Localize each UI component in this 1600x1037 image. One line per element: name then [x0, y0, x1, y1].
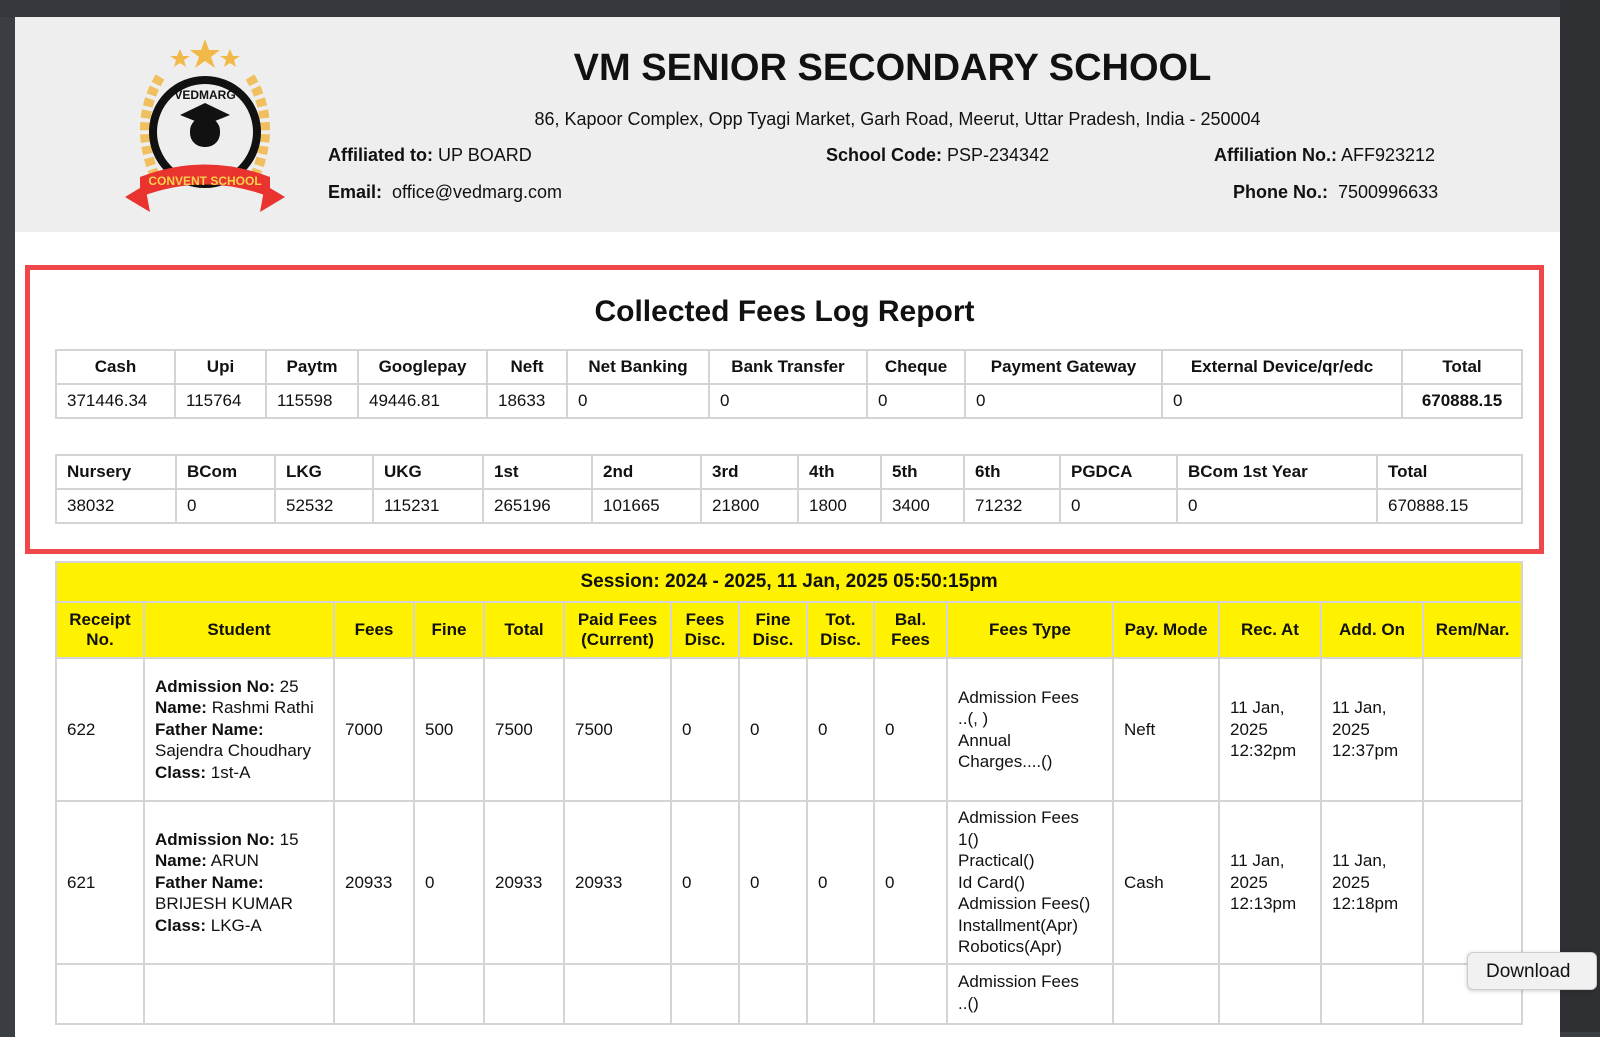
column-header: Nursery: [56, 455, 176, 489]
column-header: 1st: [483, 455, 592, 489]
added-on-cell: 11 Jan, 2025 12:37pm: [1321, 658, 1423, 801]
value-cell: 0: [1162, 384, 1402, 418]
column-header: Total: [1402, 350, 1522, 384]
received-at-cell: 11 Jan, 2025 12:13pm: [1219, 801, 1321, 964]
fees-disc-cell: [671, 964, 739, 1024]
added-on-cell: 11 Jan, 2025 12:18pm: [1321, 801, 1423, 964]
column-header: External Device/qr/edc: [1162, 350, 1402, 384]
student-field-label: Name:: [155, 851, 207, 871]
student-cell: Admission No: 25 Name: Rashmi Rathi Father Name: Sajendra Choudhary Class: 1st-A: [144, 658, 334, 801]
fees-cell: 20933: [334, 801, 414, 964]
column-header: 3rd: [701, 455, 798, 489]
column-header: Pay. Mode: [1113, 602, 1219, 658]
payment-mode-summary-table: [55, 349, 1523, 419]
value-cell: 49446.81: [358, 384, 487, 418]
fees-type-cell: Admission Fees ..(): [947, 964, 1113, 1024]
table-row: [56, 964, 1522, 1024]
fine-cell: 500: [414, 658, 484, 801]
window-top-bar: [0, 0, 1600, 17]
value-cell: 0: [567, 384, 709, 418]
fees-disc-cell: 0: [671, 658, 739, 801]
report-title: Collected Fees Log Report: [594, 295, 975, 328]
fees-disc-cell: 0: [671, 801, 739, 964]
student-cell: Admission No: 15 Name: ARUN Father Name: BRIJESH KUMAR Class: LKG-A: [144, 801, 334, 964]
school-address: 86, Kapoor Complex, Opp Tyagi Market, Garh Road, Meerut, Uttar Pradesh, India - 250004: [534, 109, 1261, 129]
column-header: 2nd: [592, 455, 701, 489]
added-on-cell: [1321, 964, 1423, 1024]
student-field-label: Father Name:: [155, 872, 264, 892]
student-field-label: Admission No:: [155, 829, 275, 849]
log-header-row: [56, 602, 1522, 658]
school-email: Email: office@vedmarg.com: [328, 182, 563, 202]
column-header: Receipt No.: [56, 602, 144, 658]
value-cell: 0: [1060, 489, 1177, 523]
value-row: [56, 384, 1522, 418]
column-header: Googlepay: [358, 350, 487, 384]
column-header: Neft: [487, 350, 567, 384]
table-row: [56, 801, 1522, 964]
student-cell: [144, 964, 334, 1024]
column-header: Payment Gateway: [965, 350, 1162, 384]
column-header: BCom 1st Year: [1177, 455, 1377, 489]
tot-disc-cell: 0: [807, 801, 874, 964]
value-cell: 38032: [56, 489, 176, 523]
value-cell: 115598: [266, 384, 358, 418]
value-cell: 115231: [373, 489, 483, 523]
pay-mode-cell: Cash: [1113, 801, 1219, 964]
student-field-label: Class:: [155, 762, 207, 782]
column-header: Upi: [175, 350, 266, 384]
pay-mode-cell: [1113, 964, 1219, 1024]
value-cell: 0: [176, 489, 275, 523]
remark-cell: [1423, 801, 1522, 964]
column-header: PGDCA: [1060, 455, 1177, 489]
fees-cell: 7000: [334, 658, 414, 801]
column-header: Rec. At: [1219, 602, 1321, 658]
column-header: Cash: [56, 350, 175, 384]
column-header: Bank Transfer: [709, 350, 867, 384]
column-header: Paytm: [266, 350, 358, 384]
bal-cell: 0: [874, 801, 947, 964]
received-at-cell: 11 Jan, 2025 12:32pm: [1219, 658, 1321, 801]
column-header: 5th: [881, 455, 964, 489]
bal-cell: [874, 964, 947, 1024]
column-header: Total: [484, 602, 564, 658]
fees-cell: [334, 964, 414, 1024]
column-header: Fees: [334, 602, 414, 658]
column-header: Cheque: [867, 350, 965, 384]
column-header: Fees Type: [947, 602, 1113, 658]
column-header: 4th: [798, 455, 881, 489]
column-header: 6th: [964, 455, 1060, 489]
session-banner: Session: 2024 - 2025, 11 Jan, 2025 05:50:15pm: [56, 562, 1522, 602]
fees-type-cell: Admission Fees 1() Practical() Id Card() Admission Fees() Installment(Apr) Robotics(Apr): [947, 801, 1113, 964]
value-cell: 52532: [275, 489, 373, 523]
column-header: Tot. Disc.: [807, 602, 874, 658]
total-cell: [484, 964, 564, 1024]
school-phone: Phone No.: 7500996633: [1233, 182, 1439, 202]
column-header: Fine Disc.: [739, 602, 807, 658]
fine-disc-cell: 0: [739, 658, 807, 801]
tot-disc-cell: 0: [807, 658, 874, 801]
value-cell: 21800: [701, 489, 798, 523]
value-cell: 71232: [964, 489, 1060, 523]
session-row: [56, 562, 1522, 602]
column-header: UKG: [373, 455, 483, 489]
value-cell: 265196: [483, 489, 592, 523]
column-header: Student: [144, 602, 334, 658]
pay-mode-cell: Neft: [1113, 658, 1219, 801]
column-header: Fine: [414, 602, 484, 658]
column-header: Rem/Nar.: [1423, 602, 1522, 658]
value-cell: 18633: [487, 384, 567, 418]
receipt-no: 622: [56, 658, 144, 801]
fine-cell: 0: [414, 801, 484, 964]
svg-text:VEDMARG: VEDMARG: [174, 88, 236, 102]
value-cell: 101665: [592, 489, 701, 523]
paid-cell: [564, 964, 671, 1024]
value-cell: 0: [965, 384, 1162, 418]
column-header: Paid Fees (Current): [564, 602, 671, 658]
total-cell: 7500: [484, 658, 564, 801]
fees-log-table: [55, 561, 1523, 1025]
svg-text:CONVENT SCHOOL: CONVENT SCHOOL: [148, 174, 262, 188]
column-header: Bal. Fees: [874, 602, 947, 658]
fine-cell: [414, 964, 484, 1024]
school-header: [15, 17, 1560, 232]
remark-cell: [1423, 658, 1522, 801]
receipt-no: 621: [56, 801, 144, 964]
value-cell: 115764: [175, 384, 266, 418]
paid-cell: 20933: [564, 801, 671, 964]
student-field-label: Father Name:: [155, 719, 264, 739]
value-cell: 371446.34: [56, 384, 175, 418]
school-name: VM SENIOR SECONDARY SCHOOL: [573, 47, 1212, 89]
value-cell: 3400: [881, 489, 964, 523]
window-right-edge: [1560, 0, 1600, 1032]
header-row: [56, 455, 1522, 489]
value-cell: 0: [709, 384, 867, 418]
value-cell: 670888.15: [1377, 489, 1522, 523]
tot-disc-cell: [807, 964, 874, 1024]
column-header: LKG: [275, 455, 373, 489]
value-cell: 1800: [798, 489, 881, 523]
paid-cell: 7500: [564, 658, 671, 801]
value-row: [56, 489, 1522, 523]
student-field-label: Class:: [155, 915, 207, 935]
fees-type-cell: Admission Fees ..(, ) Annual Charges....(): [947, 658, 1113, 801]
header-row: [56, 350, 1522, 384]
school-code: School Code: PSP-234342: [826, 145, 1050, 165]
received-at-cell: [1219, 964, 1321, 1024]
value-cell: 0: [1177, 489, 1377, 523]
column-header: BCom: [176, 455, 275, 489]
receipt-no: [56, 964, 144, 1024]
fine-disc-cell: [739, 964, 807, 1024]
column-header: Net Banking: [567, 350, 709, 384]
column-header: Fees Disc.: [671, 602, 739, 658]
total-cell: 20933: [484, 801, 564, 964]
report-page: [15, 17, 1560, 1037]
column-header: Add. On: [1321, 602, 1423, 658]
value-cell: 0: [867, 384, 965, 418]
student-field-label: Name:: [155, 698, 207, 718]
bal-cell: 0: [874, 658, 947, 801]
value-cell: 670888.15: [1402, 384, 1522, 418]
class-summary-table: [55, 454, 1523, 524]
fine-disc-cell: 0: [739, 801, 807, 964]
student-field-label: Admission No:: [155, 676, 275, 696]
affiliation-no: Affiliation No.: AFF923212: [1214, 145, 1436, 165]
column-header: Total: [1377, 455, 1522, 489]
download-tooltip: Download: [1467, 952, 1597, 990]
affiliated-to: Affiliated to: UP BOARD: [328, 145, 532, 165]
table-row: [56, 658, 1522, 801]
